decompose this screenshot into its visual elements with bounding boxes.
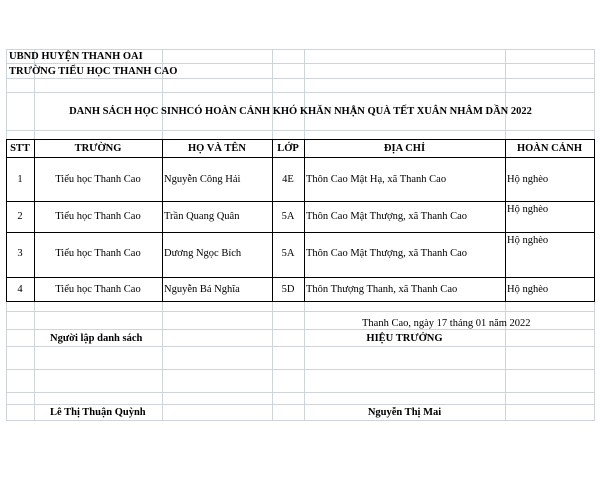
header-authority: UBND HUYỆN THANH OAI [9, 51, 143, 62]
signing-date: Thanh Cao, ngày 17 tháng 01 năm 2022 [362, 318, 531, 329]
table-cell-stt: 4 [17, 284, 23, 295]
column-header-name: HỌ VÀ TÊN [188, 143, 246, 154]
table-border [594, 139, 595, 302]
table-cell-class: 5D [281, 284, 295, 295]
table-border [6, 201, 595, 202]
grid-line [6, 369, 595, 370]
table-cell-situation: Hộ nghèo [507, 174, 549, 185]
grid-line [6, 346, 595, 347]
page-title: DANH SÁCH HỌC SINHCÓ HOÀN CẢNH KHÓ KHĂN NHẬN QUÀ TẾT XUÂN NHÂM DẦN 2022 [69, 106, 532, 117]
table-cell-address: Thôn Cao Mật Thượng, xã Thanh Cao [306, 211, 468, 222]
table-cell-stt: 1 [17, 174, 23, 185]
table-cell-address: Thôn Cao Mật Hạ, xã Thanh Cao [306, 174, 447, 185]
table-cell-name: Trần Quang Quân [164, 211, 240, 222]
table-border [6, 232, 595, 233]
table-cell-class: 5A [281, 248, 295, 259]
grid-line [6, 420, 595, 421]
table-border [505, 139, 506, 302]
table-cell-name: Nguyễn Bá Nghĩa [164, 284, 240, 295]
grid-line [6, 130, 595, 131]
principal-role: HIỆU TRƯỞNG [366, 333, 443, 344]
table-cell-stt: 2 [17, 211, 23, 222]
table-border [162, 139, 163, 302]
table-cell-name: Nguyễn Công Hải [164, 174, 241, 185]
column-header-school: TRƯỜNG [74, 143, 122, 154]
table-cell-situation: Hộ nghèo [507, 284, 549, 295]
column-header-situation: HOÀN CẢNH [516, 143, 583, 154]
column-header-class: LỚP [277, 143, 299, 154]
grid-line [6, 78, 595, 79]
grid-line [6, 311, 595, 312]
grid-line [6, 392, 595, 393]
table-cell-name: Dương Ngọc Bích [164, 248, 242, 259]
table-border [304, 139, 305, 302]
grid-line [6, 92, 595, 93]
grid-line [6, 63, 595, 64]
table-border [6, 277, 595, 278]
table-cell-school: Tiểu học Thanh Cao [55, 211, 141, 222]
table-cell-class: 5A [281, 211, 295, 222]
column-header-stt: STT [10, 143, 30, 154]
header-school: TRƯỜNG TIỂU HỌC THANH CAO [9, 66, 178, 77]
spreadsheet [6, 49, 595, 421]
table-cell-address: Thôn Cao Mật Thượng, xã Thanh Cao [306, 248, 468, 259]
column-header-address: ĐỊA CHỈ [383, 143, 426, 154]
table-border [6, 157, 595, 158]
table-cell-situation: Hộ nghèo [507, 204, 549, 215]
table-border [6, 301, 595, 302]
principal-name: Nguyễn Thị Mai [367, 407, 442, 418]
table-cell-school: Tiểu học Thanh Cao [55, 174, 141, 185]
preparer-role: Người lập danh sách [50, 333, 143, 344]
table-cell-class: 4E [282, 174, 294, 185]
table-cell-situation: Hộ nghèo [507, 235, 549, 246]
table-cell-school: Tiểu học Thanh Cao [55, 284, 141, 295]
table-cell-stt: 3 [17, 248, 23, 259]
table-cell-address: Thôn Thượng Thanh, xã Thanh Cao [306, 284, 458, 295]
grid-line [6, 404, 595, 405]
table-cell-school: Tiểu học Thanh Cao [55, 248, 141, 259]
table-border [6, 139, 595, 140]
preparer-name: Lê Thị Thuận Quỳnh [50, 407, 146, 418]
